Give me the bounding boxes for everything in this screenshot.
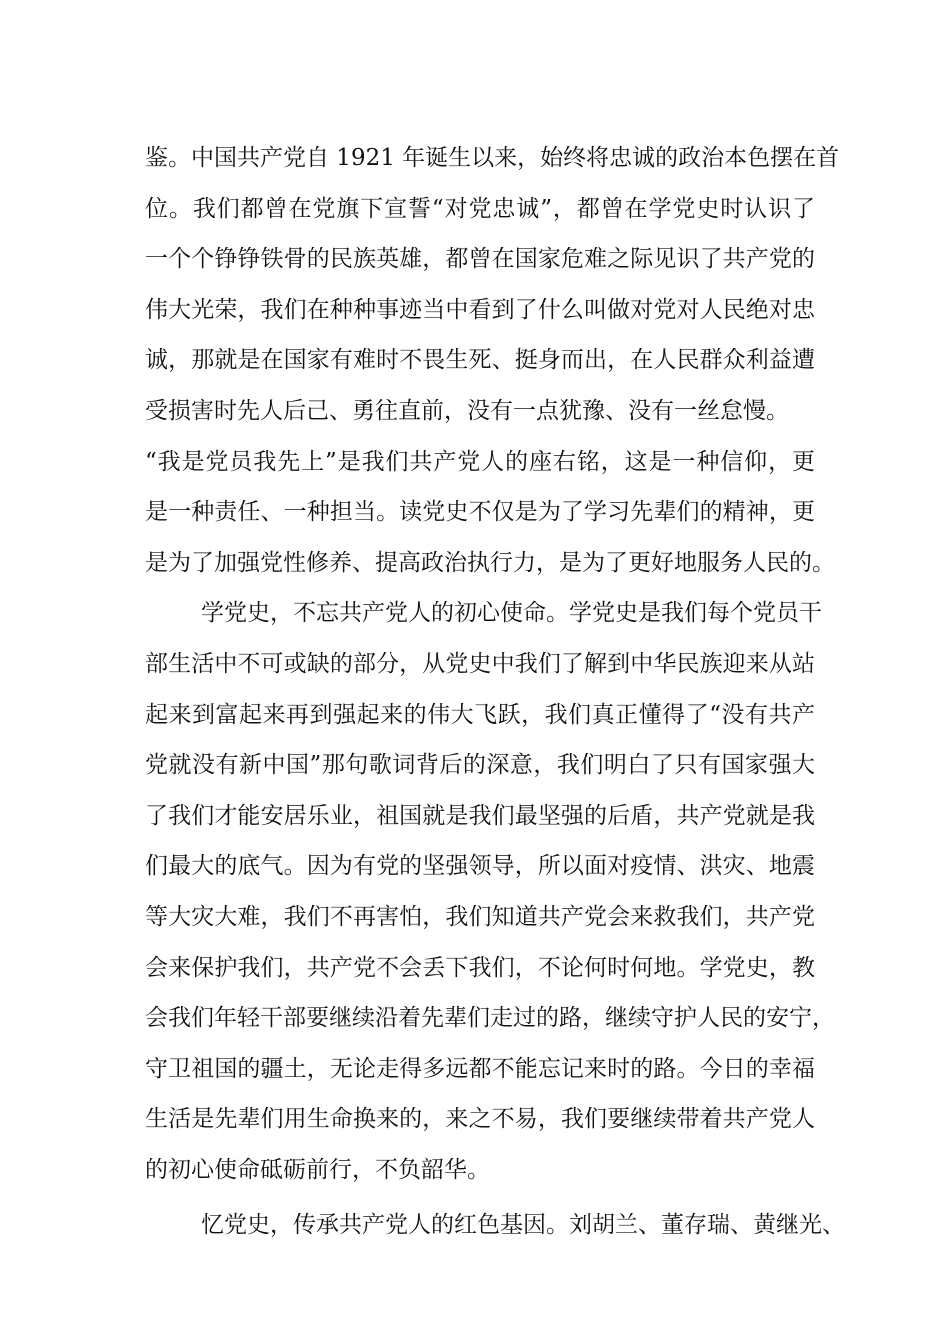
- document-page: [145, 133, 845, 1251]
- text-line: 鉴。中国共产党自 1921 年诞生以来，始终将忠诚的政治本色摆在首: [145, 145, 840, 171]
- text-line: 位。我们都曾在党旗下宣誓“对党忠诚”，都曾在学党史时认识了: [145, 195, 815, 222]
- text-line: 部生活中不可或缺的部分，从党史中我们了解到中华民族迎来从站: [145, 650, 815, 677]
- text-line: 是一种责任、一种担当。读党史不仅是为了学习先辈们的精神，更: [145, 499, 815, 526]
- text-line: 起来到富起来再到强起来的伟大飞跃，我们真正懂得了“没有共产: [145, 701, 815, 728]
- text-line: 忆党史，传承共产党人的红色基因。刘胡兰、董存瑞、黄继光、: [201, 1212, 845, 1239]
- paragraph-red-gene: [145, 1200, 845, 1251]
- text-line: 诚，那就是在国家有难时不畏生死、挺身而出，在人民群众利益遭: [145, 347, 815, 374]
- paragraph-loyalty: [145, 133, 840, 588]
- text-line: “我是党员我先上”是我们共产党人的座右铭，这是一种信仰，更: [145, 448, 815, 475]
- paragraph-mission: [145, 588, 835, 1195]
- text-line: 学党史，不忘共产党人的初心使命。学党史是我们每个党员干: [201, 600, 822, 627]
- text-line: 的初心使命砥砺前行，不负韶华。: [145, 1156, 490, 1183]
- text-line: 受损害时先人后己、勇往直前，没有一点犹豫、没有一丝怠慢。: [145, 397, 789, 424]
- text-line: 伟大光荣，我们在种种事迹当中看到了什么叫做对党对人民绝对忠: [145, 296, 815, 323]
- text-line: 了我们才能安居乐业，祖国就是我们最坚强的后盾，共产党就是我: [145, 802, 815, 829]
- text-line: 党就没有新中国”那句歌词背后的深意，我们明白了只有国家强大: [145, 752, 815, 779]
- text-line: 会来保护我们，共产党不会丢下我们，不论何时何地。学党史，教: [145, 954, 815, 981]
- text-line: 一个个铮铮铁骨的民族英雄，都曾在国家危难之际见识了共产党的: [145, 246, 815, 273]
- text-line: 们最大的底气。因为有党的坚强领导，所以面对疫情、洪灾、地震: [145, 853, 815, 880]
- text-line: 会我们年轻干部要继续沿着先辈们走过的路，继续守护人民的安宁，: [145, 1005, 835, 1032]
- text-line: 是为了加强党性修养、提高政治执行力，是为了更好地服务人民的。: [145, 549, 835, 576]
- text-line: 守卫祖国的疆土，无论走得多远都不能忘记来时的路。今日的幸福: [145, 1055, 815, 1082]
- text-line: 生活是先辈们用生命换来的，来之不易，我们要继续带着共产党人: [145, 1106, 815, 1133]
- text-line: 等大灾大难，我们不再害怕，我们知道共产党会来救我们，共产党: [145, 903, 815, 930]
